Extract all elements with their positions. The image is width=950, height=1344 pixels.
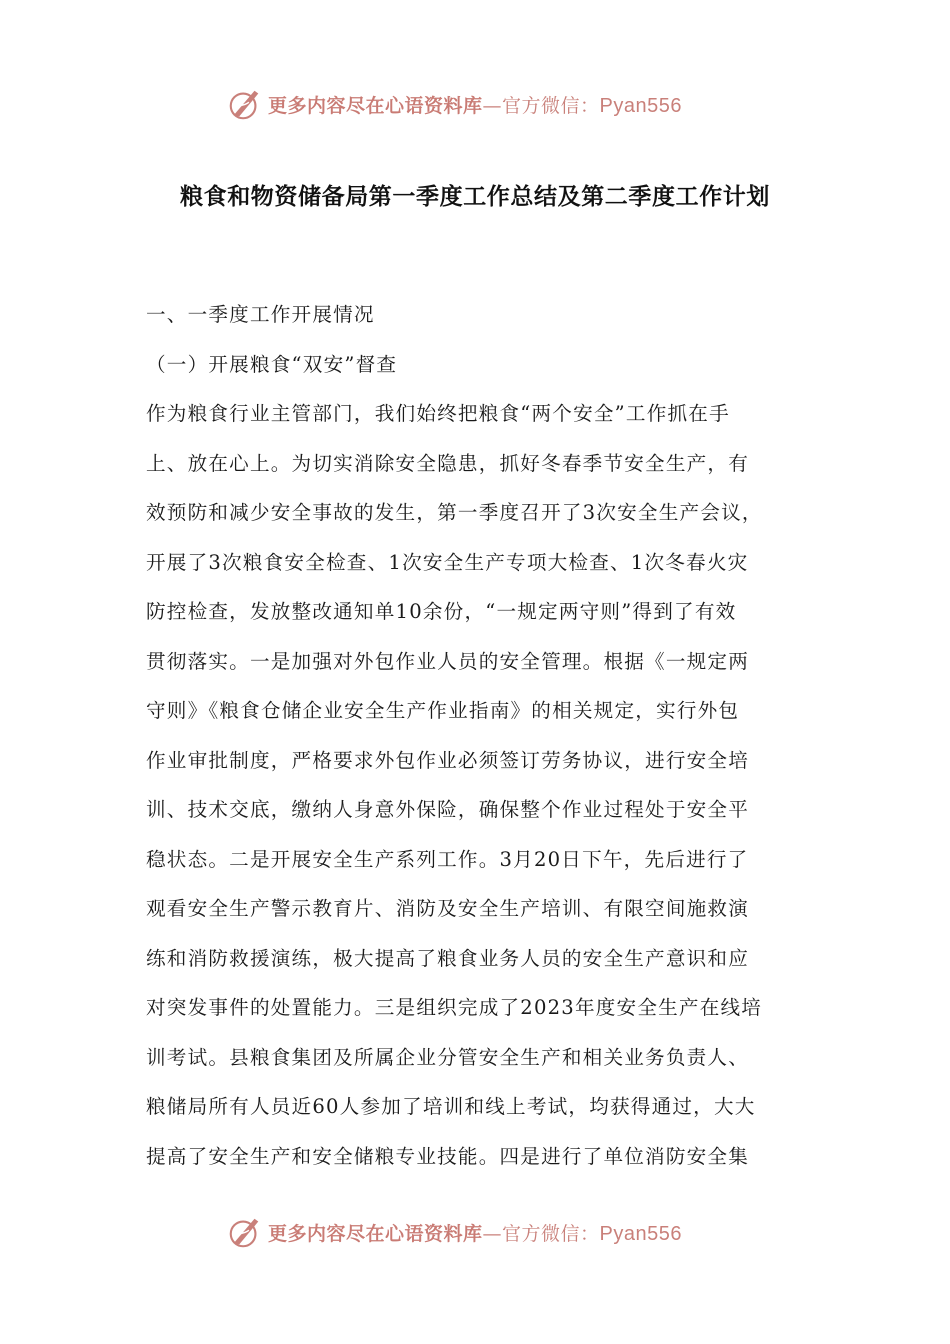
watermark-separator: — — [482, 94, 503, 117]
body-line: 效预防和减少安全事故的发生，第一季度召开了3次安全生产会议， — [146, 501, 763, 524]
body-line: 守则》《粮食仓储企业安全生产作业指南》的相关规定，实行外包 — [146, 699, 740, 722]
body-line: 练和消防救援演练，极大提高了粮食业务人员的安全生产意识和应 — [146, 946, 750, 970]
watermark-contact-id: Pyan556 — [599, 1222, 682, 1245]
watermark-text — [268, 91, 682, 118]
document-title: 粮食和物资储备局第一季度工作总结及第二季度工作计划 — [180, 184, 770, 210]
watermark-contact-label: 官方微信： — [502, 94, 600, 117]
body-line: 对突发事件的处置能力。三是组织完成了2023年度安全生产在线培 — [146, 996, 763, 1019]
watermark-text — [268, 1219, 682, 1246]
body-line: 观看安全生产警示教育片、消防及安全生产培训、有限空间施救演 — [146, 897, 750, 920]
watermark-header — [226, 84, 746, 124]
document-body — [146, 290, 810, 1181]
body-line: 作业审批制度，严格要求外包作业必须签订劳务协议，进行安全培 — [146, 748, 750, 772]
body-line: 训考试。县粮食集团及所属企业分管安全生产和相关业务负责人、 — [146, 1045, 750, 1069]
body-line: 训、技术交底，缴纳人身意外保险，确保整个作业过程处于安全平 — [146, 798, 750, 821]
body-line: 上、放在心上。为切实消除安全隐患，抓好冬春季节安全生产，有 — [146, 451, 750, 475]
subsection-heading: （一）开展粮食“双安”督查 — [146, 352, 398, 376]
watermark-footer — [226, 1212, 746, 1252]
quill-pen-logo-icon — [226, 85, 264, 123]
section-heading: 一、一季度工作开展情况 — [146, 303, 375, 326]
body-line: 作为粮食行业主管部门，我们始终把粮食“两个安全”工作抓在手 — [146, 402, 730, 425]
body-line: 粮储局所有人员近60人参加了培训和线上考试，均获得通过，大大 — [146, 1095, 756, 1118]
watermark-brand: 更多内容尽在心语资料库 — [268, 1222, 483, 1245]
watermark-contact-label: 官方微信： — [502, 1222, 600, 1245]
watermark-contact-id: Pyan556 — [599, 94, 682, 117]
body-line: 开展了3次粮食安全检查、1次安全生产专项大检查、1次冬春火灾 — [146, 550, 749, 574]
body-line: 防控检查，发放整改通知单10余份，“一规定两守则”得到了有效 — [146, 600, 737, 623]
watermark-brand: 更多内容尽在心语资料库 — [268, 94, 483, 117]
body-line: 提高了安全生产和安全储粮专业技能。四是进行了单位消防安全集 — [146, 1144, 750, 1168]
quill-pen-logo-icon — [226, 1213, 264, 1251]
watermark-separator: — — [482, 1222, 503, 1245]
body-line: 稳状态。二是开展安全生产系列工作。3月20日下午，先后进行了 — [146, 847, 749, 871]
body-line: 贯彻落实。一是加强对外包作业人员的安全管理。根据《一规定两 — [146, 649, 750, 673]
